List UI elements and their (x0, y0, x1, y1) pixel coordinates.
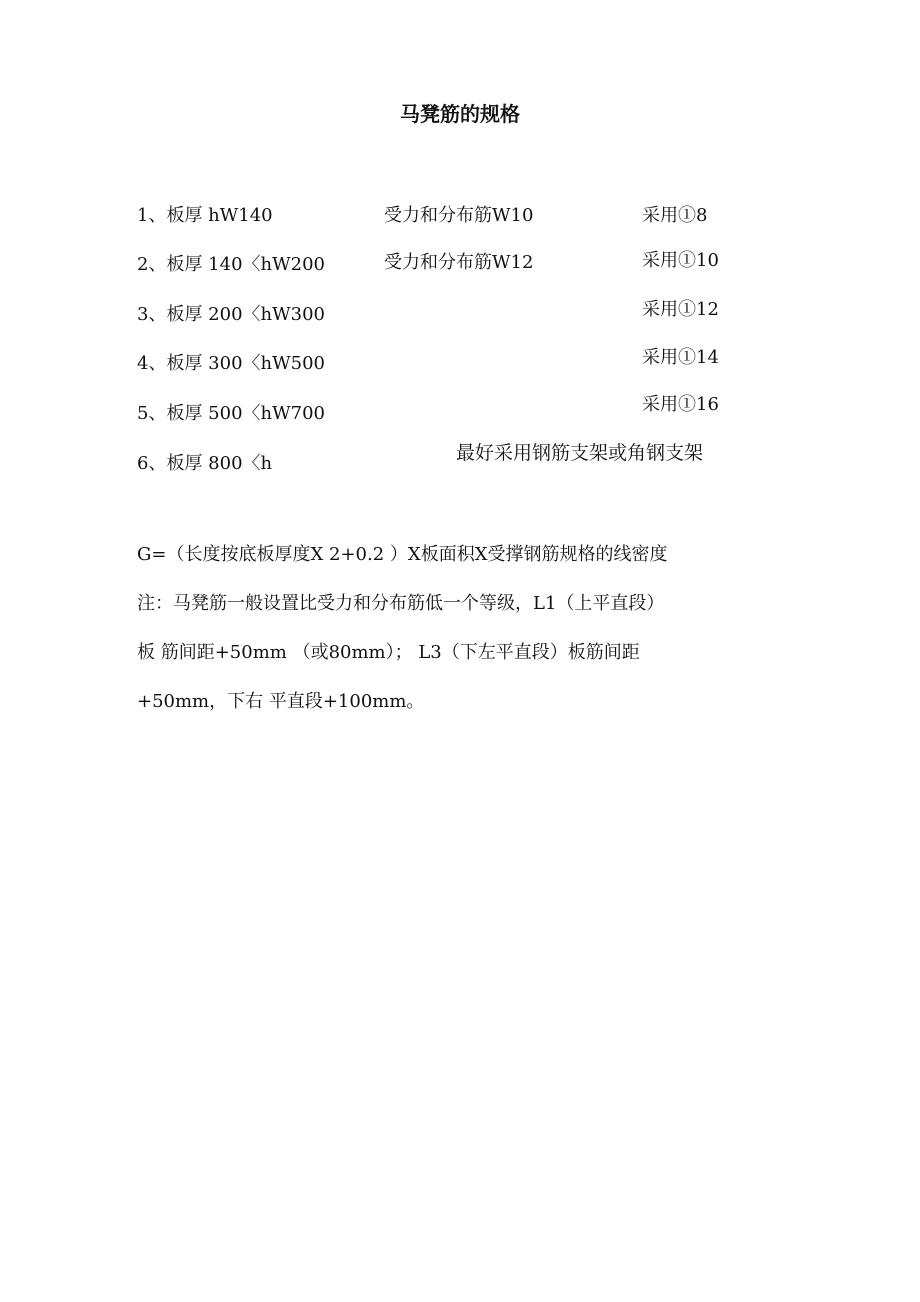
stool-bar-spec: 采用①14 (642, 347, 719, 368)
slab-thickness-label: 2、板厚 140〈hW200 (137, 254, 325, 275)
slab-thickness-label: 6、板厚 800〈h (137, 453, 273, 474)
support-note: 最好采用钢筋支架或角钢支架 (456, 442, 704, 464)
stool-bar-spec: 采用①10 (642, 250, 719, 271)
spec-row-4 (0, 349, 920, 379)
slab-thickness-label: 1、板厚 hW140 (137, 205, 273, 226)
spec-row-2 (0, 250, 920, 280)
spec-row-5 (0, 394, 920, 429)
slab-thickness-label: 5、板厚 500〈hW700 (137, 403, 325, 424)
rebar-spec: 受力和分布筋W12 (384, 252, 534, 273)
note-line-2: 板 筋间距+50mm （或80mm）； L3（下左平直段）板筋间距 (137, 642, 640, 663)
slab-thickness-label: 4、板厚 300〈hW500 (137, 353, 325, 374)
stool-bar-spec: 采用①16 (642, 394, 719, 415)
note-line-1: 注：马凳筋一般设置比受力和分布筋低一个等级，L1（上平直段） (137, 593, 665, 614)
stool-bar-spec: 采用①12 (642, 299, 719, 320)
rebar-spec: 受力和分布筋W10 (384, 205, 534, 226)
note-line-3: +50mm，下右 平直段+100mm。 (137, 691, 425, 712)
formula-line: G=（长度按底板厚度X 2+0.2 ）X板面积X受撑钢筋规格的线密度 (137, 544, 668, 565)
slab-thickness-label: 3、板厚 200〈hW300 (137, 304, 325, 325)
stool-bar-spec: 采用①8 (642, 205, 708, 226)
spec-row-3 (0, 300, 920, 330)
page-title: 马凳筋的规格 (400, 102, 520, 126)
spec-row-1 (0, 201, 920, 231)
